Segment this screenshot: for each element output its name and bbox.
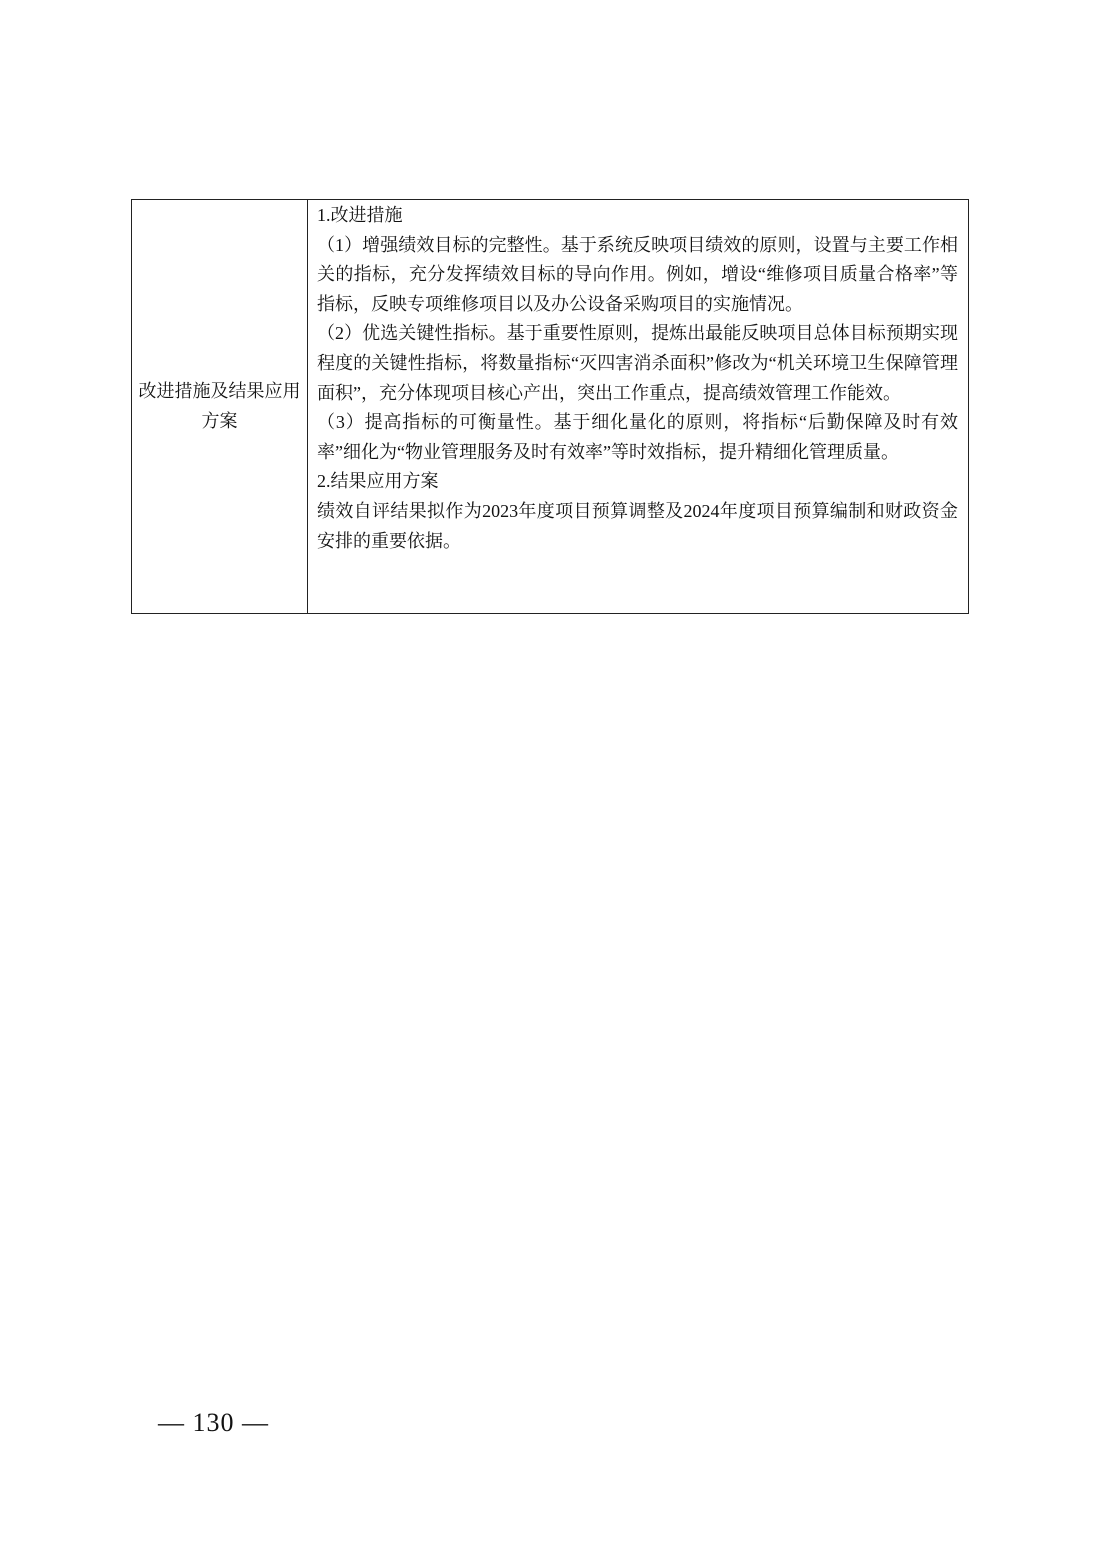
- page-number: — 130 —: [158, 1408, 269, 1437]
- paragraph-measure-2: （2）优选关键性指标。基于重要性原则，提炼出最能反映项目总体目标预期实现程度的关键性指标，将数量指标“灭四害消杀面积”修改为“机关环境卫生保障管理面积”，充分体现项目核心产出，突出工作重点，提高绩效管理工作能效。: [317, 323, 958, 403]
- measures-table: [131, 199, 969, 614]
- row-label: 改进措施及结果应用方案: [132, 200, 308, 613]
- row-content: [308, 200, 968, 613]
- paragraph-measure-3: （3）提高指标的可衡量性。基于细化量化的原则，将指标“后勤保障及时有效率”细化为“物业管理服务及时有效率”等时效指标，提升精细化管理质量。: [317, 412, 958, 462]
- heading-improvement-measures: 1.改进措施: [317, 205, 403, 225]
- paragraph-measure-1: （1）增强绩效目标的完整性。基于系统反映项目绩效的原则，设置与主要工作相关的指标，充分发挥绩效目标的导向作用。例如，增设“维修项目质量合格率”等指标，反映专项维修项目以及办公设备采购项目的实施情况。: [317, 234, 958, 314]
- paragraph-result-application: 绩效自评结果拟作为2023年度项目预算调整及2024年度项目预算编制和财政资金安排的重要依据。: [317, 500, 958, 551]
- heading-result-application: 2.结果应用方案: [317, 471, 439, 492]
